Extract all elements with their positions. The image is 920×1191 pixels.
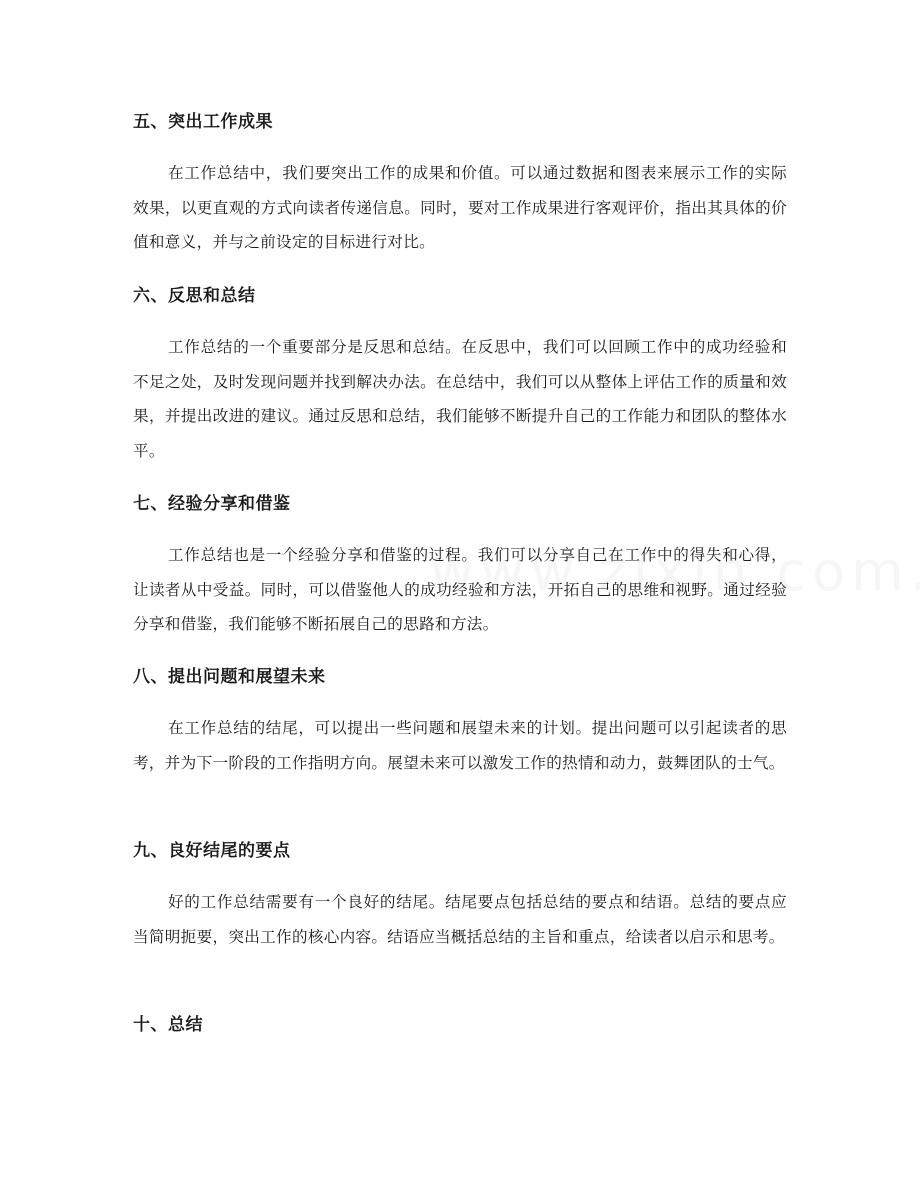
section-heading-9: 九、良好结尾的要点 [133,841,291,861]
section-body-5: 在工作总结中，我们要突出工作的成果和价值。可以通过数据和图表来展示工作的实际效果，以更直观的方式向读者传递信息。同时，要对工作成果进行客观评价，指出其具体的价值和意义，并与之前设定的目标进行对比。 [133,164,787,251]
section-body-7: 工作总结也是一个经验分享和借鉴的过程。我们可以分享自己在工作中的得失和心得，让读者从中受益。同时，可以借鉴他人的成功经验和方法，开拓自己的思维和视野。通过经验分享和借鉴，我们能够不断拓展自己的思路和方法。 [133,546,787,633]
section-heading-10: 十、总结 [133,1015,203,1035]
section-heading-5: 五、突出工作成果 [133,112,273,132]
section-body-9: 好的工作总结需要有一个良好的结尾。结尾要点包括总结的要点和结语。总结的要点应当简明扼要，突出工作的核心内容。结语应当概括总结的主旨和重点，给读者以启示和思考。 [133,893,787,946]
section-heading-8: 八、提出问题和展望未来 [133,667,326,687]
section-heading-6: 六、反思和总结 [133,286,256,306]
section-heading-7: 七、经验分享和借鉴 [133,494,291,514]
section-body-8: 在工作总结的结尾，可以提出一些问题和展望未来的计划。提出问题可以引起读者的思考，并为下一阶段的工作指明方向。展望未来可以激发工作的热情和动力，鼓舞团队的士气。 [133,719,787,772]
section-body-6: 工作总结的一个重要部分是反思和总结。在反思中，我们可以回顾工作中的成功经验和不足之处，及时发现问题并找到解决办法。在总结中，我们可以从整体上评估工作的质量和效果，并提出改进的建议。通过反思和总结，我们能够不断提升自己的工作能力和团队的整体水平。 [133,338,787,460]
